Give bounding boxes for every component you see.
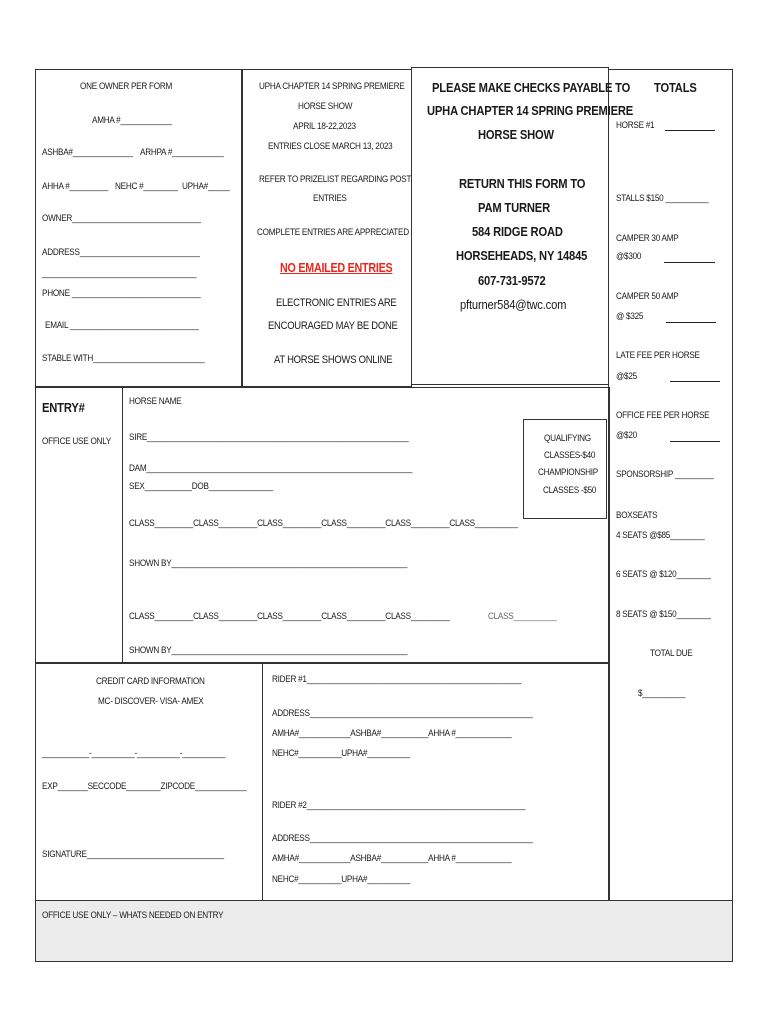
electronic-note-3: AT HORSE SHOWS ONLINE <box>274 354 393 366</box>
payable-line-2: UPHA CHAPTER 14 SPRING PREMIERE <box>427 103 634 118</box>
rider2-address[interactable]: ADDRESS____________________________________________________ <box>272 833 533 844</box>
rider2-numbers[interactable]: AMHA#____________ASHBA#___________AHHA #_____________ <box>272 853 512 864</box>
amha-field[interactable]: AMHA #____________ <box>92 115 172 126</box>
rider1-field[interactable]: RIDER #1__________________________________________________ <box>272 674 522 685</box>
show-title-1: UPHA CHAPTER 14 SPRING PREMIERE <box>259 81 405 92</box>
return-street: 584 RIDGE ROAD <box>472 224 563 239</box>
horse-name-label: HORSE NAME <box>129 396 182 407</box>
totals-title: TOTALS <box>654 80 697 95</box>
owner-field[interactable]: OWNER______________________________ <box>42 213 201 224</box>
nehc-field[interactable]: NEHC #________ <box>115 181 178 192</box>
entries-close: ENTRIES CLOSE MARCH 13, 2023 <box>268 141 393 152</box>
total-due-label: TOTAL DUE <box>650 648 693 659</box>
entry-office-use: OFFICE USE ONLY <box>42 436 112 447</box>
rider1-numbers[interactable]: AMHA#____________ASHBA#___________AHHA #_____________ <box>272 728 512 739</box>
class-row-2[interactable]: CLASS_________CLASS_________CLASS_________CLASS_________CLASS_________ <box>129 611 450 622</box>
dam-field[interactable]: DAM______________________________________________________________ <box>129 463 413 474</box>
electronic-note-1: ELECTRONIC ENTRIES ARE <box>276 297 397 309</box>
late-fee-price: @$25 <box>616 371 637 382</box>
address-field[interactable]: ADDRESS____________________________ <box>42 247 200 258</box>
total-stalls[interactable]: STALLS $150 __________ <box>616 193 709 204</box>
late-fee-label: LATE FEE PER HORSE <box>616 350 700 361</box>
return-email: pfturner584@twc.com <box>460 297 567 312</box>
upha-field[interactable]: UPHA#_____ <box>182 181 230 192</box>
card-number-field[interactable]: ___________-__________-__________-__________ <box>42 748 226 759</box>
electronic-note-2: ENCOURAGED MAY BE DONE <box>268 320 398 332</box>
address-line-2[interactable]: ____________________________________ <box>42 268 197 279</box>
shown-by-2[interactable]: SHOWN BY_______________________________________________________ <box>129 645 408 656</box>
camper30-line[interactable] <box>664 262 715 263</box>
sire-field[interactable]: SIRE_____________________________________________________________ <box>129 432 409 443</box>
payable-line-1: PLEASE MAKE CHECKS PAYABLE TO <box>432 80 631 95</box>
rider2-nehc-upha[interactable]: NEHC#__________UPHA#__________ <box>272 874 411 885</box>
boxseats-6[interactable]: 6 SEATS @ $120________ <box>616 569 711 580</box>
qualifying-line-3: CHAMPIONSHIP <box>538 467 599 478</box>
office-fee-line[interactable] <box>670 441 720 442</box>
show-title-2: HORSE SHOW <box>298 101 353 112</box>
prizelist-note-2: ENTRIES <box>313 193 347 204</box>
office-use-needs: OFFICE USE ONLY – WHATS NEEDED ON ENTRY <box>42 910 224 921</box>
phone-field[interactable]: PHONE ______________________________ <box>42 288 201 299</box>
complete-entries-note: COMPLETE ENTRIES ARE APPRECIATED <box>257 227 409 238</box>
credit-card-title: CREDIT CARD INFORMATION <box>96 676 205 687</box>
ahha-field[interactable]: AHHA #_________ <box>42 181 109 192</box>
qualifying-line-1: QUALIFYING <box>544 433 591 444</box>
ashba-field[interactable]: ASHBA#______________ <box>42 147 133 158</box>
return-label: RETURN THIS FORM TO <box>459 176 586 191</box>
entry-number-label: ENTRY# <box>42 400 85 415</box>
rider1-nehc-upha[interactable]: NEHC#__________UPHA#__________ <box>272 748 411 759</box>
camper30-label: CAMPER 30 AMP <box>616 233 679 244</box>
entry-divider <box>122 387 123 663</box>
camper30-price: @$300 <box>616 251 642 262</box>
sponsorship-field[interactable]: SPONSORSHIP _________ <box>616 469 714 480</box>
no-emailed-entries: NO EMAILED ENTRIES <box>280 261 393 275</box>
boxseats-4[interactable]: 4 SEATS @$85________ <box>616 530 705 541</box>
late-fee-line[interactable] <box>670 381 720 382</box>
riders-box <box>262 663 610 901</box>
show-dates: APRIL 18-22,2023 <box>293 121 356 132</box>
total-horse1: HORSE #1 <box>616 120 655 131</box>
stable-field[interactable]: STABLE WITH__________________________ <box>42 353 205 364</box>
exp-seccode-zip-field[interactable]: EXP_______SECCODE________ZIPCODE____________ <box>42 781 247 792</box>
office-fee-label: OFFICE FEE PER HORSE <box>616 410 710 421</box>
rider2-field[interactable]: RIDER #2___________________________________________________ <box>272 800 526 811</box>
qualifying-line-2: CLASSES-$40 <box>544 450 596 461</box>
camper50-price: @ $325 <box>616 311 644 322</box>
class-row-1[interactable]: CLASS_________CLASS_________CLASS_________CLASS_________CLASS_________CLASS__________ <box>129 518 518 529</box>
return-phone: 607-731-9572 <box>478 273 546 288</box>
prizelist-note: REFER TO PRIZELIST REGARDING POST <box>259 174 412 185</box>
boxseats-title: BOXSEATS <box>616 510 658 521</box>
camper50-label: CAMPER 50 AMP <box>616 291 679 302</box>
one-owner-label: ONE OWNER PER FORM <box>80 81 173 92</box>
return-name: PAM TURNER <box>478 200 550 215</box>
horse1-line[interactable] <box>665 130 715 131</box>
signature-field[interactable]: SIGNATURE________________________________ <box>42 849 224 860</box>
return-city: HORSEHEADS, NY 14845 <box>456 248 588 263</box>
email-field[interactable]: EMAIL ______________________________ <box>45 320 199 331</box>
camper50-line[interactable] <box>666 322 716 323</box>
total-due-field[interactable]: $__________ <box>638 688 686 699</box>
qualifying-line-4: CLASSES -$50 <box>543 485 597 496</box>
rider1-address[interactable]: ADDRESS____________________________________________________ <box>272 708 533 719</box>
arhpa-field[interactable]: ARHPA #____________ <box>140 147 224 158</box>
payable-line-3: HORSE SHOW <box>478 127 554 142</box>
class-row-2-last[interactable]: CLASS__________ <box>488 611 557 622</box>
credit-card-types: MC- DISCOVER- VISA- AMEX <box>98 696 204 707</box>
office-fee-price: @$20 <box>616 430 637 441</box>
boxseats-8[interactable]: 8 SEATS @ $150________ <box>616 609 711 620</box>
sex-dob-field[interactable]: SEX___________DOB_______________ <box>129 481 273 492</box>
shown-by-1[interactable]: SHOWN BY_______________________________________________________ <box>129 558 408 569</box>
